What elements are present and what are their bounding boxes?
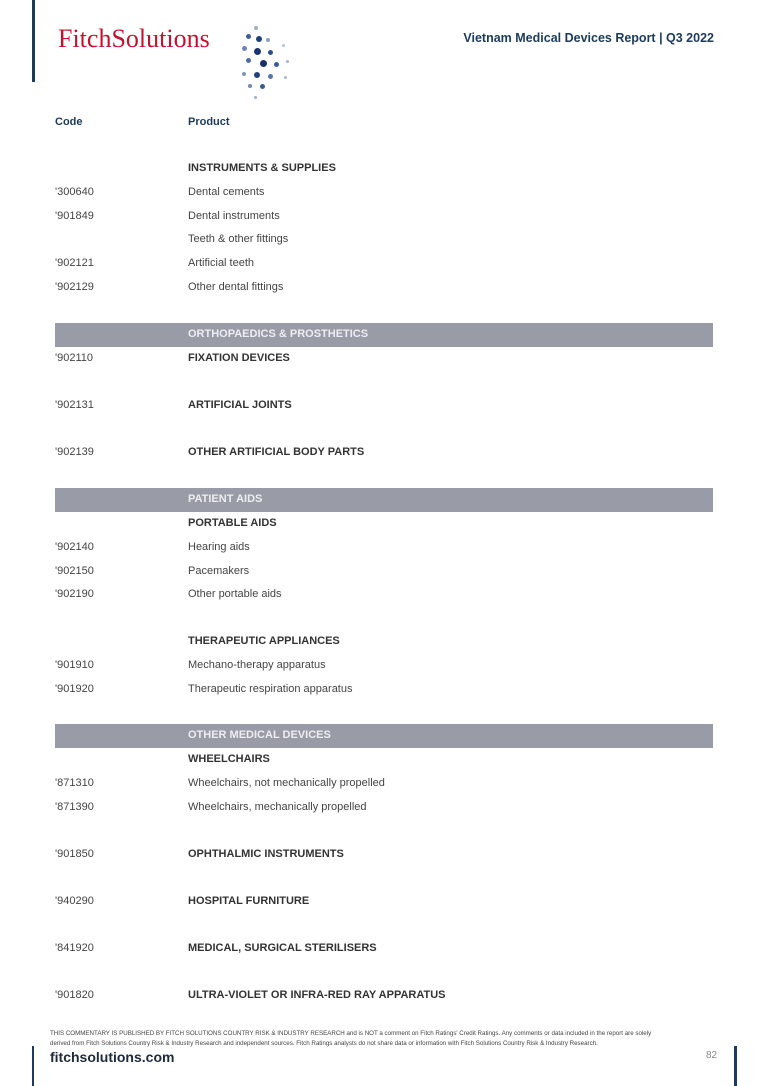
row-product: WHEELCHAIRS: [188, 753, 270, 765]
table-row: [55, 536, 713, 560]
row-code: '902121: [55, 257, 94, 269]
row-code: '902150: [55, 565, 94, 577]
table-row: [55, 323, 713, 347]
row-code: '901910: [55, 659, 94, 671]
row-product: Teeth & other fittings: [188, 233, 289, 245]
row-product: ORTHOPAEDICS & PROSTHETICS: [188, 328, 369, 340]
row-code: '901920: [55, 683, 94, 695]
row-product: FIXATION DEVICES: [188, 352, 290, 364]
row-product: MEDICAL, SURGICAL STERILISERS: [188, 942, 377, 954]
table-row: [55, 441, 713, 465]
row-code: '300640: [55, 186, 94, 198]
table-row: [55, 890, 713, 914]
logo-dots-icon: [234, 26, 294, 102]
table-row: [55, 937, 713, 961]
row-product: Wheelchairs, not mechanically propelled: [188, 777, 385, 789]
row-product: Hearing aids: [188, 541, 250, 553]
row-product: ULTRA-VIOLET OR INFRA-RED RAY APPARATUS: [188, 989, 446, 1001]
fitch-solutions-logo: [58, 24, 210, 60]
row-code: '841920: [55, 942, 94, 954]
row-code: '902190: [55, 588, 94, 600]
table-header: [55, 110, 713, 134]
table-row: [55, 560, 713, 584]
row-product: Other dental fittings: [188, 281, 284, 293]
row-code: '902139: [55, 446, 94, 458]
table-row: [55, 205, 713, 229]
table-row: [55, 583, 713, 607]
header-accent-bar: [32, 0, 35, 82]
table-row: [55, 796, 713, 820]
row-product: Dental instruments: [188, 210, 280, 222]
row-code: '902131: [55, 399, 94, 411]
row-product: Dental cements: [188, 186, 265, 198]
row-code: '871390: [55, 801, 94, 813]
table-row: [55, 984, 713, 1008]
table-row: [55, 228, 713, 252]
row-product: Wheelchairs, mechanically propelled: [188, 801, 367, 813]
footer-left-accent-bar: [32, 1046, 34, 1086]
table-row: [55, 654, 713, 678]
row-code: '940290: [55, 895, 94, 907]
column-header-product: Product: [188, 116, 230, 128]
row-code: '901850: [55, 848, 94, 860]
table-row: [55, 630, 713, 654]
table-row: [55, 488, 713, 512]
disclaimer: [50, 1029, 730, 1049]
row-product: HOSPITAL FURNITURE: [188, 895, 310, 907]
row-product: Pacemakers: [188, 565, 250, 577]
table-row: [55, 394, 713, 418]
row-code: '901820: [55, 989, 94, 1001]
column-header-code: Code: [55, 116, 83, 128]
row-product: THERAPEUTIC APPLIANCES: [188, 635, 340, 647]
footer-accent-bar: [734, 1046, 737, 1086]
logo-text-solutions: Solutions: [111, 24, 210, 53]
row-product: Mechano-therapy apparatus: [188, 659, 326, 671]
table-row: [55, 772, 713, 796]
footer-site-link[interactable]: fitchsolutions.com: [50, 1049, 175, 1065]
page-number: 82: [706, 1050, 718, 1061]
table-row: [55, 512, 713, 536]
row-code: '902110: [55, 352, 93, 364]
table-row: [55, 724, 713, 748]
table-row: [55, 748, 713, 772]
row-product: OTHER ARTIFICIAL BODY PARTS: [188, 446, 365, 458]
row-product: INSTRUMENTS & SUPPLIES: [188, 162, 336, 174]
table-row: [55, 252, 713, 276]
logo-text-fitch: Fitch: [58, 24, 112, 53]
row-product: OTHER MEDICAL DEVICES: [188, 729, 331, 741]
row-product: OPHTHALMIC INSTRUMENTS: [188, 848, 344, 860]
hs-code-table: [55, 110, 713, 1001]
row-product: ARTIFICIAL JOINTS: [188, 399, 292, 411]
row-code: '901849: [55, 210, 94, 222]
disclaimer-line-1: THIS COMMENTARY IS PUBLISHED BY FITCH SOLUTIONS COUNTRY RISK & INDUSTRY RESEARCH and is NOT a comment on Fitch Ratings' Credit Ratings. Any comments or data included in the report are solely: [50, 1030, 652, 1037]
table-row: [55, 678, 713, 702]
table-row: [55, 181, 713, 205]
row-product: Artificial teeth: [188, 257, 255, 269]
disclaimer-line-2: derived from Fitch Solutions Country Risk & Industry Research and independent sources. Fitch Ratings analysts do not share data or information with Fitch Solutions Country Risk & Industry Research.: [50, 1040, 598, 1047]
row-product: PORTABLE AIDS: [188, 517, 277, 529]
row-code: '902140: [55, 541, 94, 553]
table-row: [55, 276, 713, 300]
table-row: [55, 157, 713, 181]
report-title: Vietnam Medical Devices Report | Q3 2022: [463, 31, 714, 45]
row-product: Other portable aids: [188, 588, 282, 600]
table-row: [55, 347, 713, 371]
row-product: PATIENT AIDS: [188, 493, 263, 505]
table-row: [55, 843, 713, 867]
row-code: '902129: [55, 281, 94, 293]
row-code: '871310: [55, 777, 94, 789]
row-product: Therapeutic respiration apparatus: [188, 683, 353, 695]
